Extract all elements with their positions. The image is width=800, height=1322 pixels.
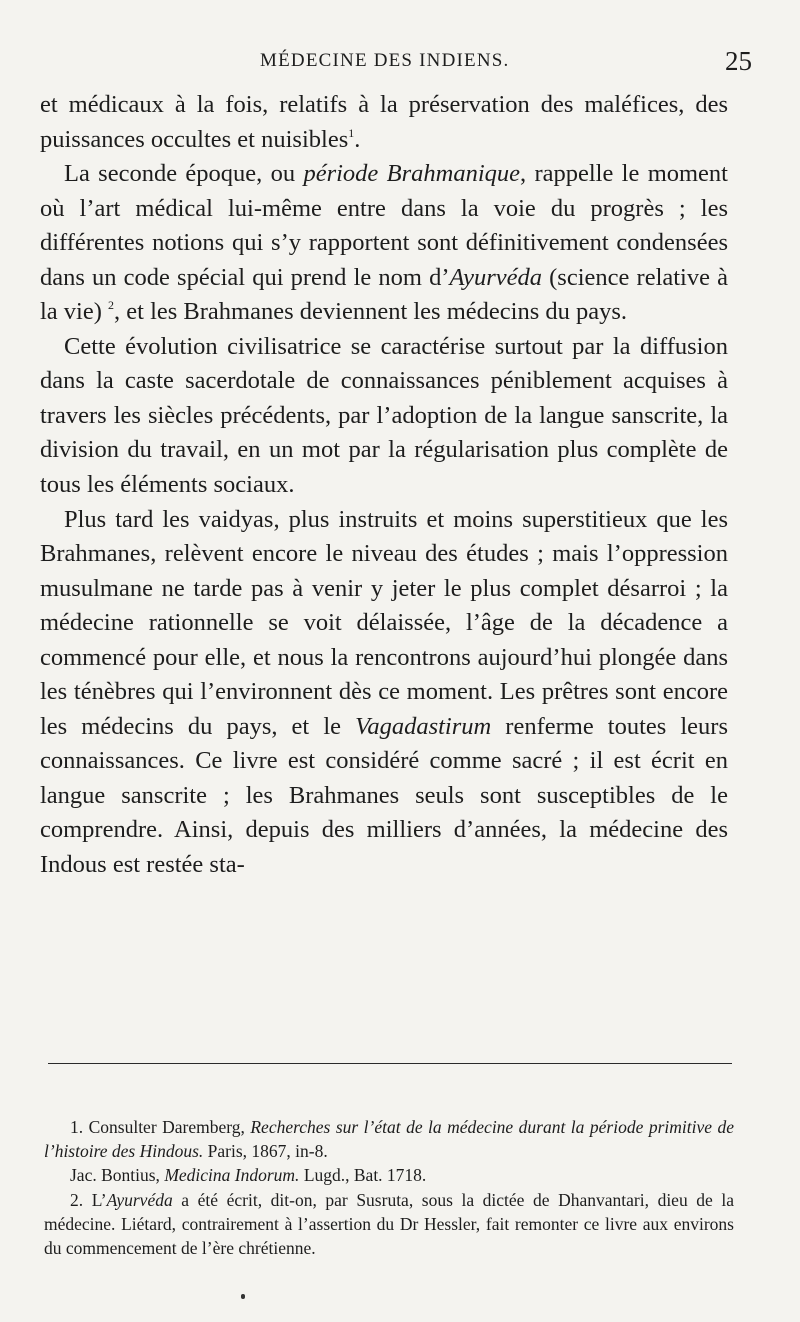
running-head (40, 46, 752, 76)
footnote-ref-1: 1 (348, 125, 355, 140)
paragraph-3 (40, 330, 728, 503)
footnote-2-end: a été écrit, dit-on, par Susruta, sous la dictée de Dhanvantari, dieu de la médecine. Liétard, contrairement à l’assertion du Dr Hessler, fait remonter ce livre aux environs du commencement de l’ère chrétienne. (44, 1189, 734, 1259)
ink-fleck (241, 1294, 245, 1299)
paragraph-4 (40, 503, 728, 883)
footnote-1-start: Consulter Daremberg, (83, 1117, 251, 1137)
paragraph-2-middle-2: (science relative à la vie) (40, 263, 728, 326)
paragraph-2-italic-term: période Brahmanique (303, 160, 520, 188)
paragraph-2 (40, 157, 728, 330)
footnote-1b-end: Lugd., Bat. 1718. (299, 1165, 427, 1186)
footnotes (44, 1115, 734, 1260)
footnote-1-number: 1. (70, 1117, 84, 1137)
paragraph-4-start: Plus tard les vaidyas, plus instruits et moins superstitieux que les Brahmanes, relèvent encore le niveau des études ; mais l’oppression musulmane ne tarde pas à venir y jeter le plus complet désarroi ; la médecine rationnelle se voit délaissée, l’âge de la décadence a commencé pour elle, et nous la rencontrons aujourd’hui plongée dans les ténèbres qui l’environnent dès ce moment. Les prêtres sont encore les médecins du pays, et le (40, 505, 728, 740)
footnote-1 (44, 1115, 734, 1163)
paragraph-2-end: , et les Brahmanes deviennent les médecins du pays. (114, 298, 628, 326)
paragraph-4-end: renferme toutes leurs connaissances. Ce livre est considéré comme sacré ; il est écrit en langue sanscrite ; les Brahmanes seuls sont susceptibles de le comprendre. Ainsi, depuis des milliers d’années, la médecine des Indous est restée sta- (40, 712, 728, 879)
footnote-1b-start: Jac. Bontius, (70, 1165, 165, 1186)
paragraph-1-end: . (354, 125, 361, 153)
footnote-1-italic: Recherches sur l’état de la médecine durant la période primitive de l’histoire des Hindous. (44, 1117, 734, 1162)
footnote-1-end: Paris, 1867, in-8. (203, 1141, 328, 1162)
footnote-1-second-reference (44, 1163, 734, 1187)
paragraph-3-text: Cette évolution civilisatrice se caractérise surtout par la diffusion dans la caste sacerdotale de connaissances péniblement acquises à travers les siècles précédents, par l’adoption de la langue sanscrite, la division du travail, en un mot par la régularisation plus complète de tous les éléments sociaux. (40, 332, 728, 499)
paragraph-1 (40, 88, 728, 157)
footnote-2-start: L’ (83, 1189, 107, 1210)
footnote-divider (48, 1063, 732, 1064)
running-title: MÉDECINE DES INDIENS. (260, 50, 510, 71)
paragraph-1-text: et médicaux à la fois, relatifs à la préservation des maléfices, des puissances occultes et nuisibles (40, 91, 728, 153)
page-number: 25 (725, 46, 752, 76)
footnote-2-number: 2. (70, 1189, 84, 1210)
footnote-2 (44, 1188, 734, 1261)
footnote-1b-italic: Medicina Indorum. (164, 1165, 300, 1186)
paragraph-4-italic-title: Vagadastirum (355, 712, 492, 740)
body-text (40, 88, 728, 883)
paragraph-2-middle: , rappelle le moment où l’art médical lui-même entre dans la voie du progrès ; les différentes notions qui s’y rapportent sont définitivement condensées dans un code spécial qui prend le nom d’ (40, 160, 728, 291)
paragraph-2-ayurveda: Ayurvéda (449, 263, 543, 291)
paragraph-2-start: La seconde époque, ou (64, 160, 304, 188)
footnote-ref-2: 2 (108, 298, 115, 313)
footnote-2-italic: Ayurvéda (106, 1189, 173, 1210)
